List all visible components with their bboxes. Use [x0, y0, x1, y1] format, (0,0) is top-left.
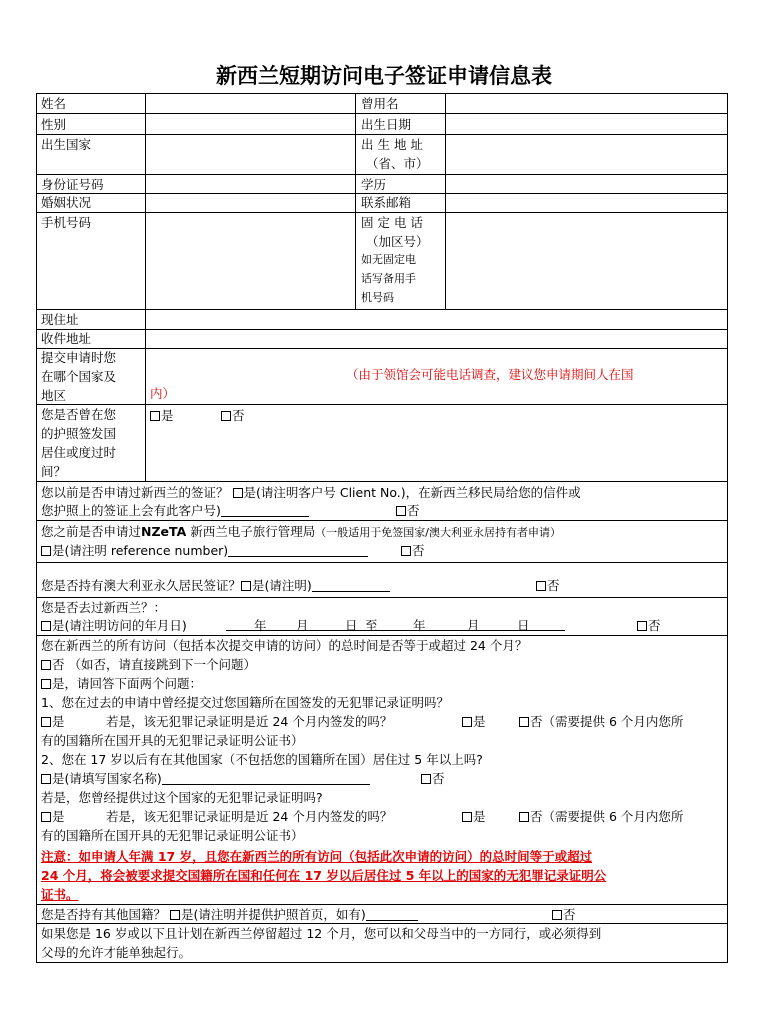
au-pr-blank[interactable] [312, 578, 390, 592]
label-submit-location-3: 地区 [41, 388, 67, 403]
other-nationality-blank[interactable] [366, 907, 418, 921]
row-divider [36, 329, 728, 330]
checkbox-icon [421, 774, 431, 784]
label-landline-area: （加区号） [366, 234, 429, 249]
col-divider [355, 93, 356, 309]
label-address: 现住址 [41, 312, 79, 327]
total-visit-q1-yes2[interactable]: 是 [462, 712, 486, 731]
visited-nz-no-option[interactable]: 否 [637, 616, 661, 635]
total-visit-no-option[interactable]: 否 （如否，请直接跳到下一个问题） [41, 655, 256, 674]
row-divider [36, 481, 728, 482]
label-id-number: 身份证号码 [41, 177, 104, 192]
total-visit-q2-no3[interactable]: 否（需要提供 6 个月内您所 [519, 807, 683, 826]
checkbox-icon [41, 621, 51, 631]
label-overstay-3: 居住或度过时 [41, 445, 117, 460]
minor-note-2: 父母的允许才能单独起行。 [41, 945, 192, 960]
checkbox-icon[interactable] [170, 910, 180, 920]
visited-nz-question: 您是否去过新西兰？： [41, 600, 167, 615]
checkbox-icon [401, 546, 411, 556]
total-visit-q1-if: 若是，该无犯罪记录证明是近 24 个月内签发的吗？ [106, 714, 393, 729]
total-visit-q1: 1、您在过去的申请中曾经提交过您国籍所在国签发的无犯罪记录证明吗？ [41, 695, 449, 710]
submit-location-note-2: 内） [150, 386, 176, 401]
visited-nz-day-1: 日 [345, 618, 358, 633]
checkbox-icon [396, 506, 406, 516]
label-dob: 出生日期 [361, 117, 412, 132]
visited-nz-date-blank[interactable] [226, 616, 565, 631]
label-landline-note-1: 如无固定电 [361, 253, 416, 266]
warning-note-3: 证书。 [41, 887, 79, 902]
total-visit-yes-option[interactable]: 是，请回答下面两个问题： [41, 674, 202, 693]
nzeta-no-option[interactable]: 否 [401, 541, 425, 560]
total-visit-q1-yes[interactable]: 是 [41, 712, 65, 731]
checkbox-icon [41, 679, 51, 689]
label-marital: 婚姻状况 [41, 195, 92, 210]
label-overstay-1: 您是否曾在您 [41, 407, 117, 422]
country-name-blank[interactable] [162, 771, 370, 785]
visited-nz-day-2: 日 [517, 618, 530, 633]
label-submit-location-1: 提交申请时您 [41, 350, 117, 365]
total-visit-q2-yes[interactable]: 是(请填写国家名称) [41, 769, 370, 788]
nzeta-question: 您之前是否申请过NZeTA 新西兰电子旅行管理局（一般适用于免签国家/澳大利亚永居持有者申请） [41, 524, 561, 539]
overstay-yes-option[interactable]: 是 [150, 406, 174, 425]
col-divider [145, 93, 146, 481]
total-visit-q2-cont: 有的国籍所在国开具的无犯罪记录证明公证书） [41, 828, 304, 843]
nzeta-yes-option[interactable]: 是(请注明 reference number) [41, 541, 368, 560]
checkbox-icon [41, 774, 51, 784]
overstay-no-option[interactable]: 否 [221, 406, 245, 425]
warning-note-1: 注意：如申请人年满 17 岁，且您在新西兰的所有访问（包括此次申请的访问）的总时间等于或超过 [41, 849, 593, 864]
label-landline: 固 定 电 话 [361, 215, 423, 230]
nz-visa-no-option[interactable]: 否 [396, 501, 420, 520]
visited-nz-yes-option[interactable]: 是(请注明访问的年月日) [41, 616, 187, 635]
label-birth-place: 出 生 地 址 [361, 137, 423, 152]
label-birth-place-sub: （省、市） [366, 156, 429, 171]
other-nationality-question: 您是否持有其他国籍？ 是(请注明并提供护照首页，如有) [41, 905, 418, 924]
row-divider [36, 309, 728, 310]
checkbox-icon [221, 411, 231, 421]
checkbox-icon [41, 660, 51, 670]
client-no-blank[interactable] [221, 503, 309, 517]
label-landline-note-2: 话写备用手 [361, 272, 416, 285]
total-visit-q2-no[interactable]: 否 [421, 769, 445, 788]
total-visit-question: 您在新西兰的所有访问（包括本次提交申请的访问）的总时间是否等于或超过 24 个月？ [41, 638, 528, 653]
label-email: 联系邮箱 [361, 195, 412, 210]
total-visit-q2-yes3[interactable]: 是 [462, 807, 486, 826]
checkbox-icon[interactable] [233, 488, 243, 498]
visited-nz-month-1: 月 [296, 618, 309, 633]
visited-nz-to: 至 [365, 618, 378, 633]
checkbox-icon [552, 910, 562, 920]
row-divider [36, 404, 728, 405]
row-divider [36, 348, 728, 349]
col-divider [445, 93, 446, 309]
label-name: 姓名 [41, 96, 67, 111]
visited-nz-month-2: 月 [467, 618, 480, 633]
checkbox-icon [462, 717, 472, 727]
checkbox-icon [519, 717, 529, 727]
total-visit-q2-sub: 若是，您曾经提供过这个国家的无犯罪记录证明吗? [41, 790, 323, 805]
visited-nz-year-1: 年 [254, 618, 267, 633]
au-pr-no-option[interactable]: 否 [536, 576, 560, 595]
checkbox-icon [150, 411, 160, 421]
checkbox-icon [41, 717, 51, 727]
checkbox-icon [536, 581, 546, 591]
checkbox-icon [637, 621, 647, 631]
row-divider [36, 520, 728, 521]
row-divider [36, 562, 728, 563]
nz-visa-question: 您以前是否申请过新西兰的签证？ 是(请注明客户号 Client No.)，在新西兰移民局给您的信件或 [41, 485, 581, 500]
label-overstay-4: 间？ [41, 464, 67, 479]
checkbox-icon [519, 812, 529, 822]
checkbox-icon [41, 812, 51, 822]
label-landline-note-3: 机号码 [361, 291, 394, 304]
nz-visa-question-cont: 您护照上的签证上会有此客户号) [41, 501, 309, 520]
label-mail-address: 收件地址 [41, 331, 92, 346]
row-divider [36, 113, 728, 114]
total-visit-q2-if: 若是，该无犯罪记录证明是近 24 个月内签发的吗？ [106, 809, 393, 824]
label-overstay-2: 的护照签发国 [41, 426, 117, 441]
submit-location-note-1: （由于领馆会可能电话调查，建议您申请期间人在国 [346, 367, 634, 382]
label-birth-country: 出生国家 [41, 137, 92, 152]
minor-note-1: 如果您是 16 岁或以下且计划在新西兰停留超过 12 个月，您可以和父母当中的一方同行，或必须得到 [41, 926, 602, 941]
total-visit-q1-cont: 有的国籍所在国开具的无犯罪记录证明公证书） [41, 733, 304, 748]
page-title: 新西兰短期访问电子签证申请信息表 [216, 64, 552, 88]
label-gender: 性别 [41, 117, 67, 132]
visited-nz-year-2: 年 [413, 618, 426, 633]
label-mobile: 手机号码 [41, 215, 92, 230]
reference-number-blank[interactable] [228, 543, 368, 557]
warning-note-2: 24 个月，将会被要求提交国籍所在国和任何在 17 岁以后居住过 5 年以上的国家的无犯罪记录证明公 [41, 868, 607, 883]
label-former-name: 曾用名 [361, 96, 399, 111]
checkbox-icon [41, 546, 51, 556]
label-education: 学历 [361, 177, 387, 192]
total-visit-q2: 2、您在 17 岁以后有在其他国家（不包括您的国籍所在国）居住过 5 年以上吗? [41, 752, 483, 767]
au-pr-question: 您是否持有澳大利亚永久居民签证？ 是(请注明) [41, 576, 390, 595]
total-visit-q1-no2[interactable]: 否（需要提供 6 个月内您所 [519, 712, 683, 731]
label-submit-location-2: 在哪个国家及 [41, 369, 117, 384]
total-visit-q2-yes2[interactable]: 是 [41, 807, 65, 826]
other-nationality-no[interactable]: 否 [552, 905, 576, 924]
checkbox-icon [462, 812, 472, 822]
checkbox-icon[interactable] [241, 581, 251, 591]
